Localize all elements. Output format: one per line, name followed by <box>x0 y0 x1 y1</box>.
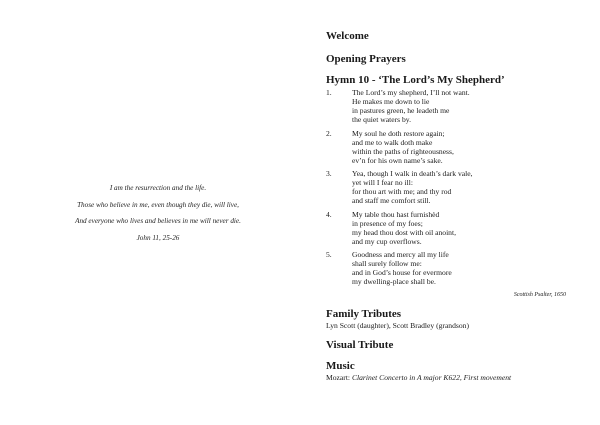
hymn-attribution: Scottish Psalter, 1650 <box>513 291 566 298</box>
music-heading: Music <box>326 359 355 372</box>
visual-tribute-heading: Visual Tribute <box>326 338 394 351</box>
verse-line: the quiet waters by. <box>352 115 411 124</box>
order-of-service <box>326 30 566 383</box>
family-tributes-text: Lyn Scott (daughter), Scott Bradley (grandson) <box>326 320 469 330</box>
verse-number: 4. <box>326 209 332 219</box>
verse-line: my head thou dost with oil anoint, <box>352 227 456 237</box>
music-piece: Clarinet Concerto in A major K622, First movement <box>351 372 512 382</box>
hymn-verse <box>326 210 566 246</box>
verse-line: within the paths of righteousness, <box>352 146 454 156</box>
verse-line: and me to walk doth make <box>352 137 433 147</box>
verse-number: 2. <box>326 128 332 138</box>
verse-line: My soul he doth restore again; <box>352 128 445 138</box>
verse-line: my dwelling-place shall be. <box>352 277 436 286</box>
music-description <box>326 373 566 383</box>
scripture-quote <box>38 183 278 249</box>
verse-line: ev’n for his own name’s sake. <box>352 155 443 165</box>
music-composer: Mozart: <box>326 372 352 382</box>
verse-line: He makes me down to lie <box>352 97 430 106</box>
quote-reference: John 11, 25-26 <box>136 233 180 242</box>
verse-number: 1. <box>326 88 332 97</box>
quote-line-2: Those who believe in me, even though they die, will live, <box>77 200 239 209</box>
verse-line: in pastures green, he leadeth me <box>352 106 450 115</box>
verse-line: shall surely follow me: <box>352 259 422 268</box>
verse-line: My table thou hast furnishèd <box>352 209 440 219</box>
verse-number: 3. <box>326 169 332 178</box>
hymn-verse <box>326 250 566 286</box>
hymn-verse <box>326 129 566 165</box>
quote-line-1: I am the resurrection and the life. <box>109 184 207 192</box>
welcome-heading: Welcome <box>326 30 369 42</box>
verse-line: and my cup overflows. <box>352 236 422 246</box>
verse-line: The Lord’s my shepherd, I’ll not want. <box>352 88 470 97</box>
hymn-title: Hymn 10 - ‘The Lord’s My Shepherd’ <box>326 74 505 86</box>
hymn-verse <box>326 169 566 205</box>
verse-line: for thou art with me; and thy rod <box>352 187 452 196</box>
verse-line: and staff me comfort still. <box>352 196 431 205</box>
hymn-verse <box>326 88 566 124</box>
verse-line: in presence of my foes; <box>352 218 423 228</box>
verse-line: Yea, though I walk in death’s dark vale, <box>352 169 473 178</box>
opening-prayers-heading: Opening Prayers <box>326 53 406 65</box>
quote-line-3: And everyone who lives and believes in me will never die. <box>75 217 241 226</box>
verse-line: yet will I fear no ill: <box>352 178 413 187</box>
verse-line: Goodness and mercy all my life <box>352 250 449 259</box>
verse-number: 5. <box>326 250 332 259</box>
family-tributes-heading: Family Tributes <box>326 307 402 320</box>
verse-line: and in God’s house for evermore <box>352 268 452 277</box>
